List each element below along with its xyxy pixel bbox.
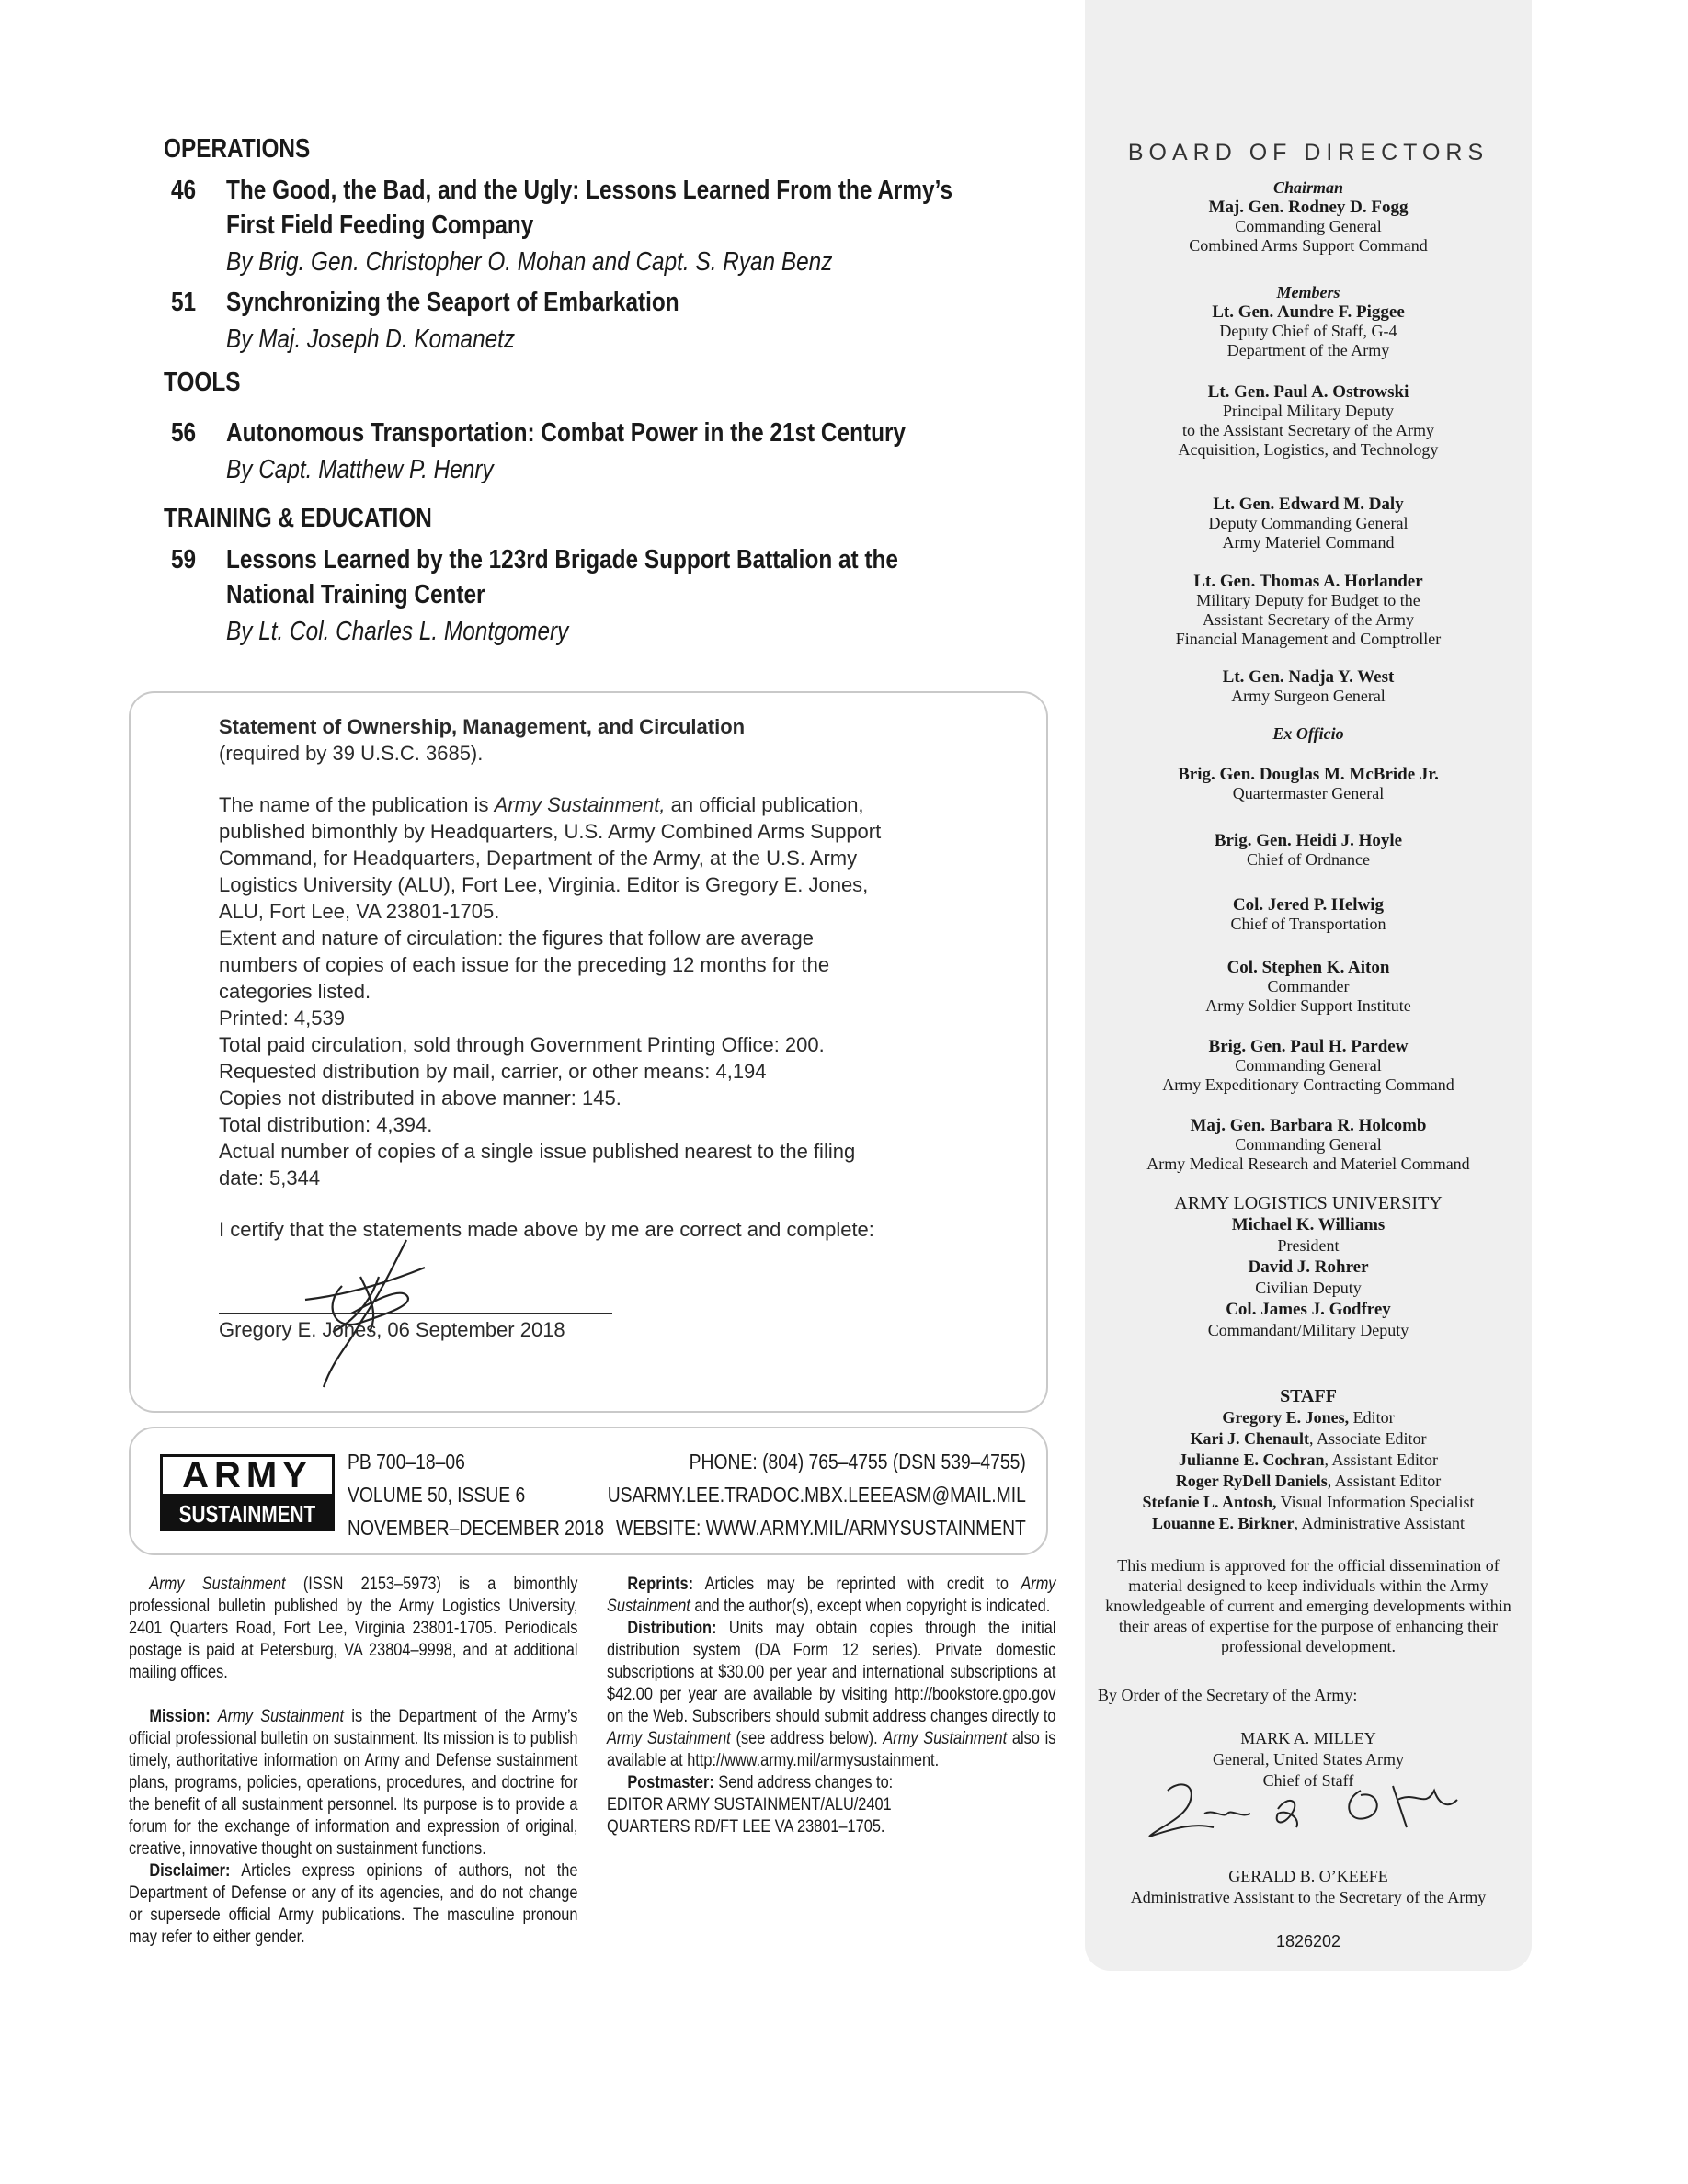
chairman-block — [1085, 178, 1532, 256]
board-member-role: Deputy Chief of Staff, G-4 — [1219, 322, 1397, 340]
section-heading-tools: TOOLS — [164, 368, 241, 397]
board-member-name: Brig. Gen. Douglas M. McBride Jr. — [1178, 765, 1439, 784]
toc-entry[interactable] — [164, 415, 1083, 489]
board-member-name: Lt. Gen. Aundre F. Piggee — [1212, 302, 1405, 322]
board-member-role: Army Expeditionary Contracting Command — [1162, 1075, 1454, 1094]
milley-name: MARK A. MILLEY — [1240, 1729, 1376, 1747]
phone-label: PHONE: — [689, 1450, 758, 1473]
board-member-role: Deputy Commanding General — [1208, 514, 1409, 532]
distribution-paragraph: Distribution: Units may obtain copies through the initial distribution system (DA Form 12 series). Private domestic subscriptions at $30.00 per year and international subscriptions at $42.00 per year are available by visiting http://bookstore.gpo.gov on the Web. Subscribers should submit address changes directly to Army Sustainment (see address below). Army Sustainment also is available at http://www.army.mil/armysustainment. — [607, 1619, 1056, 1770]
statement-line: categories listed. — [219, 980, 371, 1003]
ex-officio-heading: Ex Officio — [1272, 724, 1344, 743]
signature-line — [219, 1313, 612, 1314]
alu-role: Commandant/Military Deputy — [1207, 1321, 1409, 1339]
board-member-role: Commander — [1267, 977, 1350, 995]
volume-issue: VOLUME 50, ISSUE 6 — [348, 1483, 526, 1507]
board-member-role: Army Medical Research and Materiel Command — [1146, 1155, 1470, 1173]
member-block — [1085, 382, 1532, 460]
okeefe-name: GERALD B. O’KEEFE — [1228, 1867, 1388, 1885]
toc-page-number: 59 — [171, 545, 197, 574]
reprints-paragraph: Reprints: Articles may be reprinted with credit to Army Sustainment and the author(s), except when copyright is indicated. — [607, 1575, 1056, 1616]
alu-name: Michael K. Williams — [1231, 1215, 1386, 1234]
board-member-name: Col. Stephen K. Aiton — [1226, 958, 1390, 977]
table-of-contents — [164, 129, 1083, 654]
logo-sustainment-text: SUSTAINMENT — [178, 1500, 316, 1528]
member-block — [1085, 572, 1532, 649]
board-member-name: Brig. Gen. Heidi J. Hoyle — [1214, 831, 1403, 850]
toc-title-line[interactable]: National Training Center — [226, 580, 485, 609]
toc-page-number: 51 — [171, 288, 197, 317]
website-line — [608, 1511, 1026, 1544]
board-member-role: Combined Arms Support Command — [1189, 236, 1428, 255]
signature-okeefe — [1140, 1772, 1480, 1855]
board-member-role: Army Surgeon General — [1231, 687, 1386, 705]
board-member-name: Lt. Gen. Nadja Y. West — [1222, 667, 1395, 687]
ex-officio-block — [1085, 831, 1532, 870]
board-panel — [1085, 0, 1532, 1971]
ex-officio-block — [1085, 1116, 1532, 1174]
statement-text — [219, 713, 1046, 1243]
okeefe-title: Administrative Assistant to the Secretary of the Army — [1130, 1888, 1487, 1906]
statement-line: Total distribution: 4,394. — [219, 1113, 433, 1136]
document-code: 1826202 — [1275, 1932, 1341, 1951]
statement-line: date: 5,344 — [219, 1166, 321, 1189]
toc-entry[interactable] — [164, 173, 1083, 281]
board-heading: BOARD OF DIRECTORS — [1127, 140, 1489, 165]
website-link[interactable]: WWW.ARMY.MIL/ARMYSUSTAINMENT — [705, 1516, 1026, 1540]
website-label: WEBSITE: — [616, 1516, 701, 1540]
okeefe-block — [1085, 1866, 1532, 1908]
board-member-name: Lt. Gen. Edward M. Daly — [1213, 495, 1404, 514]
board-member-name: Col. Jered P. Helwig — [1232, 895, 1385, 915]
toc-entry[interactable] — [164, 542, 1083, 651]
statement-line: Total paid circulation, sold through Government Printing Office: 200. — [219, 1033, 825, 1056]
signer-name: Gregory E. Jones, 06 September 2018 — [219, 1318, 565, 1341]
postmaster-address-line: EDITOR ARMY SUSTAINMENT/ALU/2401 — [607, 1795, 892, 1814]
alu-heading: ARMY LOGISTICS UNIVERSITY — [1174, 1193, 1443, 1213]
statement-line: published bimonthly by Headquarters, U.S. Army Combined Arms Support — [219, 820, 882, 843]
board-member-role: Chief of Ordnance — [1247, 850, 1370, 869]
alu-name: David J. Rohrer — [1248, 1257, 1369, 1277]
board-member-role: Quartermaster General — [1232, 784, 1385, 802]
email-link[interactable]: USARMY.LEE.TRADOC.MBX.LEEEASM@MAIL.MIL — [607, 1483, 1026, 1507]
member-block — [1085, 495, 1532, 552]
statement-line: Extent and nature of circulation: the figures that follow are average — [219, 927, 814, 950]
logo-army-text: ARMY — [182, 1455, 313, 1496]
section-heading-training: TRAINING & EDUCATION — [164, 504, 432, 533]
board-member-name: Lt. Gen. Paul A. Ostrowski — [1207, 382, 1409, 402]
staff-member: Louanne E. Birkner, Administrative Assistant — [1151, 1514, 1466, 1532]
milley-title: General, United States Army — [1213, 1750, 1404, 1769]
by-order-text: By Order of the Secretary of the Army: — [1098, 1686, 1358, 1704]
toc-title-line[interactable]: First Field Feeding Company — [226, 210, 534, 240]
board-member-name: Lt. Gen. Thomas A. Horlander — [1193, 572, 1423, 591]
board-member-name: Brig. Gen. Paul H. Pardew — [1208, 1037, 1409, 1056]
board-member-name: Maj. Gen. Barbara R. Holcomb — [1190, 1116, 1427, 1135]
board-member-name: Maj. Gen. Rodney D. Fogg — [1208, 198, 1409, 217]
board-member-role: Commanding General — [1235, 1056, 1382, 1075]
statement-subtitle: (required by 39 U.S.C. 3685). — [219, 742, 484, 765]
toc-title-line[interactable]: Autonomous Transportation: Combat Power in the 21st Century — [226, 418, 906, 448]
board-member-role: Commanding General — [1235, 217, 1382, 235]
toc-author: By Brig. Gen. Christopher O. Mohan and Capt. S. Ryan Benz — [226, 247, 833, 277]
board-member-role: Acquisition, Logistics, and Technology — [1178, 440, 1439, 459]
statement-line: Actual number of copies of a single issue published nearest to the filing — [219, 1140, 856, 1163]
board-member-role: Commanding General — [1235, 1135, 1382, 1154]
disclaimer-paragraph: Disclaimer: Articles express opinions of authors, not the Department of Defense or any of its agencies, and do not change or supersede official Army publications. The masculine pronoun may refer to either gender. — [129, 1861, 578, 1947]
board-member-role: Department of the Army — [1226, 341, 1390, 359]
ex-officio-block — [1085, 765, 1532, 803]
statement-of-ownership-box — [129, 691, 1048, 1413]
alu-role: Civilian Deputy — [1255, 1279, 1362, 1297]
statement-line: Command, for Headquarters, Department of the Army, at the U.S. Army — [219, 847, 858, 870]
masthead-contact-info — [608, 1445, 1026, 1544]
board-member-role: Military Deputy for Budget to the — [1196, 591, 1420, 609]
ex-officio-block — [1085, 958, 1532, 1016]
statement-certify: I certify that the statements made above by me are correct and complete: — [219, 1218, 874, 1241]
board-member-role: Assistant Secretary of the Army — [1203, 610, 1414, 629]
milley-title: Chief of Staff — [1262, 1771, 1354, 1790]
chairman-label: Chairman — [1272, 178, 1344, 197]
section-heading-operations: OPERATIONS — [164, 134, 311, 164]
alu-name: Col. James J. Godfrey — [1226, 1300, 1391, 1319]
statement-line: Copies not distributed in above manner: 145. — [219, 1086, 622, 1109]
toc-author: By Maj. Joseph D. Komanetz — [226, 324, 516, 354]
board-member-role: to the Assistant Secretary of the Army — [1182, 421, 1434, 439]
statement-title: Statement of Ownership, Management, and Circulation — [219, 715, 746, 738]
members-label: Members — [1276, 283, 1340, 301]
staff-member: Julianne E. Cochran, Assistant Editor — [1178, 1450, 1439, 1469]
staff-member: Gregory E. Jones, Editor — [1222, 1408, 1395, 1427]
body-column-right — [607, 1574, 1055, 1838]
toc-title-line[interactable]: The Good, the Bad, and the Ugly: Lessons Learned From the Army’s — [226, 176, 953, 205]
toc-page-number: 46 — [171, 176, 197, 205]
board-member-role: Army Soldier Support Institute — [1205, 996, 1411, 1015]
staff-member: Kari J. Chenault, Associate Editor — [1190, 1429, 1427, 1448]
army-sustainment-logo — [160, 1454, 335, 1531]
toc-title-line[interactable]: Synchronizing the Seaport of Embarkation — [226, 288, 679, 317]
board-member-role: Principal Military Deputy — [1223, 402, 1394, 420]
phone-line — [608, 1445, 1026, 1478]
intro-paragraph: Army Sustainment (ISSN 2153–5973) is a bimonthly professional bulletin published by the Army Logistics University, 2401 Quarters Road, Fort Lee, Virginia 23801-1705. Periodicals postage is paid at Petersburg, VA 23804–9998, and at additional mailing offices. — [129, 1575, 578, 1682]
toc-author: By Lt. Col. Charles L. Montgomery — [226, 617, 569, 646]
member-block — [1085, 283, 1532, 360]
ex-officio-block — [1085, 895, 1532, 934]
alu-block — [1085, 1193, 1532, 1341]
ex-officio-label — [1085, 724, 1532, 744]
alu-role: President — [1277, 1236, 1340, 1255]
ex-officio-block — [1085, 1037, 1532, 1095]
board-member-role: Army Materiel Command — [1222, 533, 1395, 552]
masthead-box — [129, 1427, 1048, 1555]
mission-paragraph: Mission: Army Sustainment is the Department of the Army’s official professional bulletin on sustainment. Its mission is to publish timely, authoritative information on Army and Defense sustainment plans, programs, policies, operations, procedures, and doctrine for the benefit of all sustainment personnel. Its purpose is to provide a forum for the exchange of information and expression of original, creative, innovative thought on sustainment functions. — [129, 1707, 578, 1859]
postmaster-address-line: QUARTERS RD/FT LEE VA 23801–1705. — [607, 1817, 885, 1837]
toc-page-number: 56 — [171, 418, 197, 448]
member-block — [1085, 667, 1532, 706]
phone-number[interactable]: (804) 765–4755 (DSN 539–4755) — [762, 1450, 1026, 1473]
statement-line: Printed: 4,539 — [219, 1007, 345, 1029]
issue-date: NOVEMBER–DECEMBER 2018 — [348, 1516, 605, 1540]
board-member-role: Chief of Transportation — [1230, 915, 1386, 933]
statement-line: Requested distribution by mail, carrier, or other means: 4,194 — [219, 1060, 767, 1083]
statement-line: numbers of copies of each issue for the preceding 12 months for the — [219, 953, 830, 976]
staff-block — [1085, 1386, 1532, 1534]
statement-line: The name of the publication is Army Sustainment, an official publication, — [219, 793, 864, 816]
toc-title-line[interactable]: Lessons Learned by the 123rd Brigade Support Battalion at the — [226, 545, 898, 574]
statement-line: Logistics University (ALU), Fort Lee, Virginia. Editor is Gregory E. Jones, — [219, 873, 869, 896]
pb-number: PB 700–18–06 — [348, 1450, 465, 1473]
body-column-left — [129, 1574, 577, 1949]
board-member-role: Financial Management and Comptroller — [1175, 630, 1442, 648]
staff-member: Stefanie L. Antosh, Visual Information Specialist — [1142, 1493, 1475, 1511]
masthead-issue-info — [348, 1445, 604, 1544]
approval-note: This medium is approved for the official dissemination of material designed to keep individuals within the Army knowledgeable of current and emerging developments within their areas of expertise for the purpose of enhancing their professional development. — [1105, 1556, 1511, 1655]
staff-member: Roger RyDell Daniels, Assistant Editor — [1175, 1472, 1442, 1490]
staff-heading: STAFF — [1280, 1386, 1337, 1406]
toc-author: By Capt. Matthew P. Henry — [226, 455, 494, 484]
toc-entry[interactable] — [164, 285, 1083, 358]
postmaster-paragraph: Postmaster: Send address changes to: — [627, 1773, 894, 1792]
statement-line: ALU, Fort Lee, VA 23801-1705. — [219, 900, 500, 923]
